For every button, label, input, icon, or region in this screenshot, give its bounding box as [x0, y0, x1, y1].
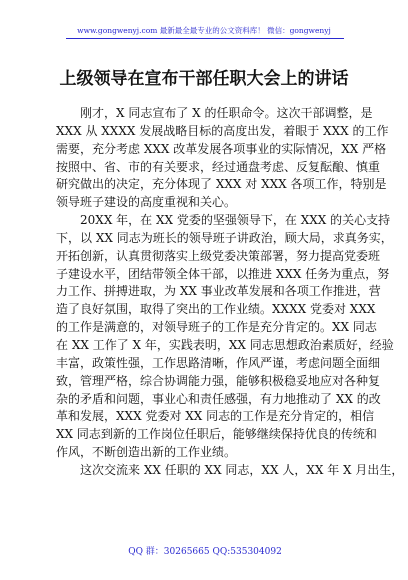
footer-contact: QQ 群：30265665 QQ:535304092: [128, 547, 282, 557]
body-line: 领导班子建设的高度重视和关心。: [56, 195, 237, 210]
body-line: 革和发展，XXX 党委对 XX 同志的工作是充分肯定的，相信: [56, 409, 375, 424]
body-line: 致，管理严格，综合协调能力强，能够积极稳妥地应对各种复: [56, 373, 381, 388]
body-line: 研究做出的决定，充分体现了 XXX 对 XXX 各项工作，特别是: [56, 177, 387, 192]
body-line: 作风，不断创造出新的工作业绩。: [56, 445, 237, 460]
body-line: 下，以 XX 同志为班长的领导班子讲政治，顾大局，求真务实，: [56, 230, 393, 245]
body-line: 需要，充分考虑 XXX 改革发展各项事业的实际情况，XX 严格: [56, 141, 387, 156]
body-line: 力工作、拼搏进取，为 XX 事业改革发展和各项工作推进，营: [56, 284, 381, 299]
body-line: XXX 从 XXXX 发展战略目标的高度出发，着眼于 XXX 的工作: [56, 123, 389, 138]
body-line: 在 XX 工作了 X 年，实践表明，XX 同志思想政治素质好，经验: [56, 337, 394, 352]
body-line: 造了良好氛围，取得了突出的工作业绩。XXXX 党委对 XXX: [56, 302, 376, 317]
body-line: 子建设水平，团结带领全体干部，以推进 XXX 任务为重点，努: [56, 266, 390, 281]
document-body: [56, 105, 404, 480]
body-line: 按照中、省、市的有关要求，经过通盘考虑、反复酝酿、慎重: [56, 159, 381, 174]
body-line: 开拓创新，认真贯彻落实上级党委决策部署，努力提高党委班: [56, 248, 381, 263]
body-line: 丰富，政策性强，工作思路清晰，作风严谨，考虑问题全面细: [56, 355, 381, 370]
body-line: 这次交流来 XX 任职的 XX 同志，XX 人，XX 年 X 月出生，: [80, 462, 404, 477]
body-line: 杂的矛盾和问题，事业心和责任感强，有力地推动了 XX 的改: [56, 391, 381, 406]
body-line: 刚才，X 同志宣布了 X 的任职命令。这次干部调整，是: [80, 106, 373, 120]
body-line: 20XX 年，在 XX 党委的坚强领导下，在 XXX 的关心支持: [80, 213, 391, 228]
document-title: 上级领导在宣布干部任职大会上的讲话: [59, 69, 349, 89]
header-divider: [66, 38, 344, 39]
body-line: 的工作是满意的，对领导班子的工作是充分肯定的。XX 同志: [56, 320, 377, 335]
header-banner[interactable]: www.gongwenyj.com 最新最全最专业的公文资料库！ 微信：gongwenyj: [77, 26, 331, 35]
body-line: XX 同志到新的工作岗位任职后，能够继续保持优良的传统和: [56, 427, 377, 442]
